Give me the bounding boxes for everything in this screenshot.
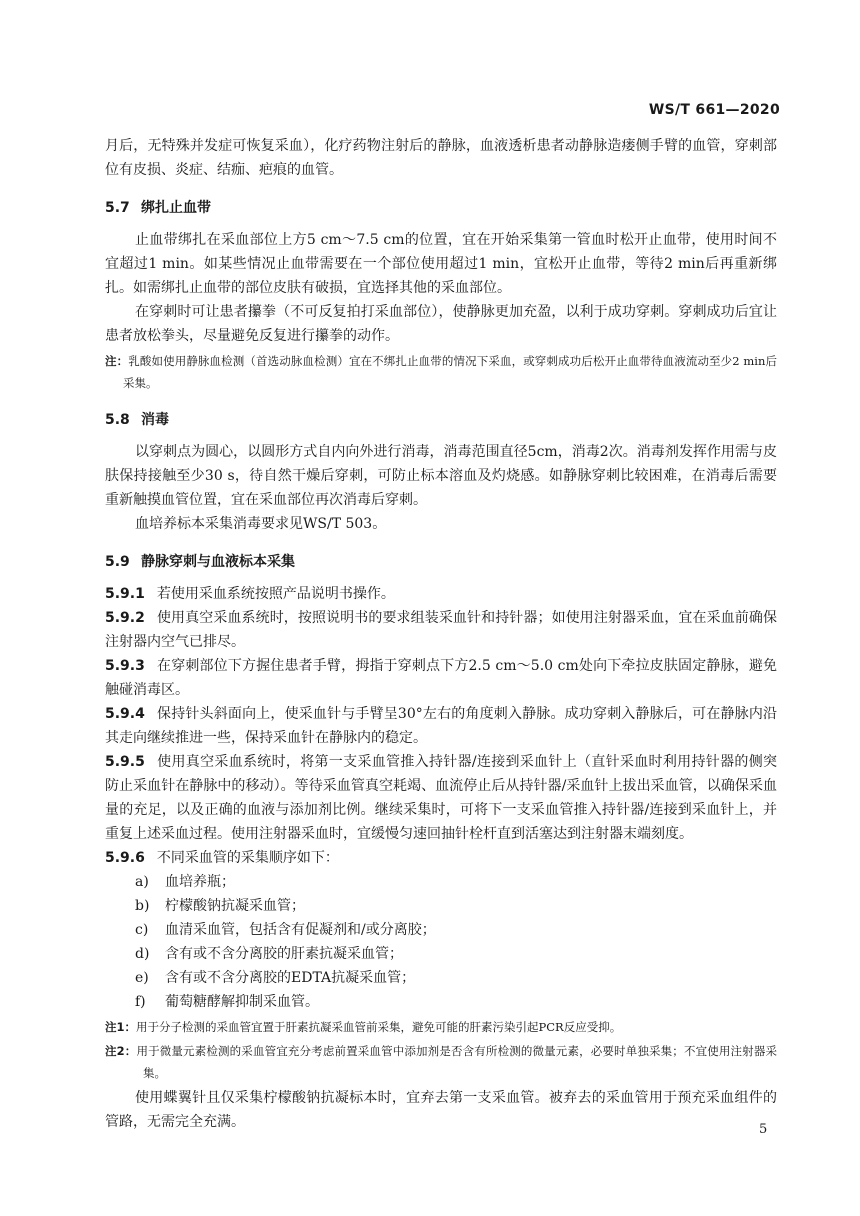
note-text: 用于微量元素检测的采血管宜充分考虑前置采血管中添加剂是否含有所检测的微量元素，必要时单独采集；不宜使用注射器采集。 xyxy=(136,1044,777,1080)
list-text: 血培养瓶； xyxy=(165,874,235,890)
list-label: a) xyxy=(135,874,149,890)
list-label: f) xyxy=(135,994,146,1010)
clause-number: 5.9.5 xyxy=(105,754,145,770)
section-number: 5.9 xyxy=(105,554,130,570)
section-title: 绑扎止血带 xyxy=(141,200,211,216)
clause-5-9-3 xyxy=(105,654,777,702)
list-label: b) xyxy=(135,898,150,914)
list-item xyxy=(105,966,777,990)
clause-text: 使用真空采血系统时，按照说明书的要求组装采血针和持针器；如使用注射器采血，宜在采血前确保注射器内空气已排尽。 xyxy=(105,610,777,650)
paragraph: 以穿刺点为圆心，以圆形方式自内向外进行消毒，消毒范围直径5cm，消毒2次。消毒剂发挥作用需与皮肤保持接触至少30 s，待自然干燥后穿刺，可防止标本溶血及灼烧感。如静脉穿刺比较困难，在消毒后需要重新触摸血管位置，宜在采血部位再次消毒后穿刺。 xyxy=(105,444,777,508)
section-title: 静脉穿刺与血液标本采集 xyxy=(141,554,295,570)
note-text: 乳酸如使用静脉血检测（首选动脉血检测）宜在不绑扎止血带的情况下采血，或穿刺成功后松开止血带待血液流动至少2 min后采集。 xyxy=(123,354,777,390)
section-5-9-heading xyxy=(105,550,777,574)
clause-text: 若使用采血系统按照产品说明书操作。 xyxy=(156,586,395,602)
clause-5-9-2 xyxy=(105,606,777,654)
clause-number: 5.9.3 xyxy=(105,658,145,674)
list-text: 含有或不含分离胶的EDTA抗凝采血管； xyxy=(165,970,416,986)
note-2 xyxy=(105,1040,777,1084)
clause-5-9-5 xyxy=(105,750,777,846)
clause-number: 5.9.2 xyxy=(105,610,145,626)
list-label: c) xyxy=(135,922,149,938)
clause-5-9-4 xyxy=(105,702,777,750)
section-5-7-heading xyxy=(105,196,777,220)
list-label: d) xyxy=(135,946,150,962)
paragraph: 止血带绑扎在采血部位上方5 cm～7.5 cm的位置，宜在开始采集第一管血时松开止血带，使用时间不宜超过1 min。如某些情况止血带需要在一个部位使用超过1 min，宜松开止血带，等待2 min后再重新绑扎。如需绑扎止血带的部位皮肤有破损，宜选择其他的采血部位。 xyxy=(105,232,777,296)
note-label: 注1： xyxy=(105,1020,137,1034)
section-number: 5.8 xyxy=(105,412,130,428)
note-label: 注2： xyxy=(105,1044,137,1058)
note-text: 用于分子检测的采血管宜置于肝素抗凝采血管前采集，避免可能的肝素污染引起PCR反应受抑。 xyxy=(136,1020,622,1034)
section-number: 5.7 xyxy=(105,200,130,216)
list-item xyxy=(105,894,777,918)
note-1 xyxy=(105,1016,777,1038)
section-title: 消毒 xyxy=(141,412,169,428)
list-text: 柠檬酸钠抗凝采血管； xyxy=(165,898,305,914)
list-text: 含有或不含分离胶的肝素抗凝采血管； xyxy=(165,946,403,962)
page-number: 5 xyxy=(759,1122,768,1137)
clause-text: 使用真空采血系统时，将第一支采血管推入持针器/连接到采血针上（直针采血时利用持针器的侧突防止采血针在静脉中的移动）。等待采血管真空耗竭、血流停止后从持针器/采血针上拔出采血管，以确保采血量的充足，以及正确的血液与添加剂比例。继续采集时，可将下一支采血管推入持针器/连接到采血针上，并重复上述采血过程。使用注射器采血时，宜缓慢匀速回抽针栓杆直到活塞达到注射器末端刻度。 xyxy=(105,754,777,842)
list-text: 血清采血管，包括含有促凝剂和/或分离胶； xyxy=(165,922,436,938)
page-body xyxy=(105,134,777,1134)
paragraph: 血培养标本采集消毒要求见WS/T 503。 xyxy=(135,516,387,532)
clause-5-9-6 xyxy=(105,846,777,870)
clause-number: 5.9.1 xyxy=(105,586,145,602)
clause-number: 5.9.6 xyxy=(105,850,145,866)
clause-number: 5.9.4 xyxy=(105,706,145,722)
clause-text: 保持针头斜面向上，使采血针与手臂呈30°左右的角度刺入静脉。成功穿刺入静脉后，可在静脉内沿其走向继续推进一些，保持采血针在静脉内的稳定。 xyxy=(105,706,777,746)
list-item xyxy=(105,942,777,966)
list-item xyxy=(105,990,777,1014)
list-item xyxy=(105,870,777,894)
list-text: 葡萄糖酵解抑制采血管。 xyxy=(165,994,319,1010)
note xyxy=(105,350,777,394)
clause-text: 在穿刺部位下方握住患者手臂，拇指于穿刺点下方2.5 cm～5.0 cm处向下牵拉皮肤固定静脉，避免触碰消毒区。 xyxy=(105,658,777,698)
clause-5-9-1 xyxy=(105,582,777,606)
paragraph: 在穿刺时可让患者攥拳（不可反复拍打采血部位），使静脉更加充盈，以利于成功穿刺。穿刺成功后宜让患者放松拳头，尽量避免反复进行攥拳的动作。 xyxy=(105,304,777,344)
section-5-8-heading xyxy=(105,408,777,432)
clause-text: 不同采血管的采集顺序如下： xyxy=(156,850,339,866)
list-item xyxy=(105,918,777,942)
collection-order-list xyxy=(105,870,777,1014)
list-label: e) xyxy=(135,970,149,986)
document-code: WS/T 661—2020 xyxy=(648,102,780,118)
continued-paragraph: 月后，无特殊并发症可恢复采血），化疗药物注射后的静脉，血液透析患者动静脉造瘘侧手臂的血管，穿刺部位有皮损、炎症、结痂、疤痕的血管。 xyxy=(105,138,777,178)
paragraph: 使用蝶翼针且仅采集柠檬酸钠抗凝标本时，宜弃去第一支采血管。被弃去的采血管用于预充采血组件的管路，无需完全充满。 xyxy=(105,1090,777,1130)
note-label: 注： xyxy=(105,354,129,368)
